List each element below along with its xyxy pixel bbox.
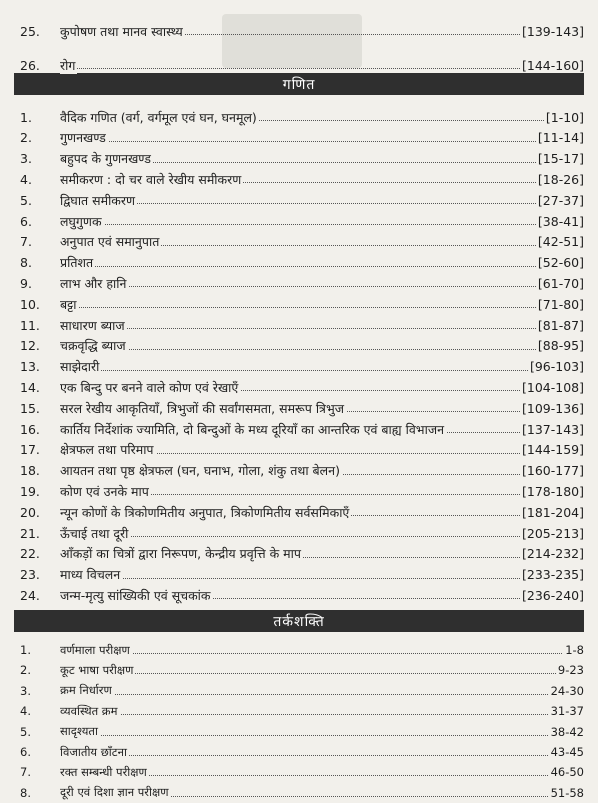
toc-row-title: वैदिक गणित (वर्ग, वर्गमूल एवं घन, घनमूल): [60, 109, 257, 125]
toc-row-pages: [139-143]: [522, 23, 584, 39]
toc-row-title: क्रम निर्धारण: [60, 683, 112, 698]
toc-row: [0, 55, 598, 75]
toc-row: [0, 336, 598, 356]
toc-row-number: 18.: [20, 463, 40, 479]
toc-row: [0, 722, 598, 742]
toc-row-title: बट्टा: [60, 296, 77, 312]
toc-row: [0, 502, 598, 522]
toc-row-title: प्रतिशत: [60, 255, 94, 271]
toc-row-pages: [1-10]: [545, 109, 584, 125]
toc-row-number: 6.: [20, 213, 32, 229]
dot-leader: [60, 578, 584, 579]
toc-row-title: सरल रेखीय आकृतियाँ, त्रिभुजों की सर्वांगसमता, समरूप त्रिभुज: [60, 400, 345, 416]
toc-row-number: 19.: [20, 483, 40, 499]
dot-leader: [60, 755, 584, 756]
toc-row-number: 7.: [20, 234, 32, 250]
toc-row: [0, 640, 598, 660]
toc-row-pages: 9-23: [557, 663, 584, 678]
toc-row: [0, 660, 598, 680]
toc-row: [0, 481, 598, 501]
toc-row-pages: [42-51]: [537, 234, 584, 250]
toc-row: [0, 149, 598, 169]
toc-row-title: समीकरण : दो चर वाले रेखीय समीकरण: [60, 171, 242, 187]
toc-row-pages: [178-180]: [522, 483, 584, 499]
toc-row-pages: [233-235]: [522, 567, 584, 583]
toc-row-pages: [71-80]: [537, 296, 584, 312]
toc-row: [0, 357, 598, 377]
toc-row-pages: [236-240]: [522, 587, 584, 603]
toc-row-title: साधारण ब्याज: [60, 317, 125, 333]
toc-row-number: 4.: [20, 171, 32, 187]
toc-row-pages: [11-14]: [537, 130, 584, 146]
toc-row-pages: 51-58: [550, 785, 584, 800]
toc-row: [0, 461, 598, 481]
dot-leader: [60, 203, 584, 204]
toc-row-number: 6.: [20, 745, 31, 759]
toc-row-number: 26.: [20, 57, 40, 73]
toc-row-number: 12.: [20, 338, 40, 354]
toc-row-title: ऊँचाई तथा दूरी: [60, 525, 129, 541]
toc-row-title: माध्य विचलन: [60, 567, 121, 583]
toc-row-pages: [205-213]: [522, 525, 584, 541]
toc-row-number: 8.: [20, 785, 31, 800]
toc-row-title: अनुपात एवं समानुपात: [60, 234, 160, 250]
toc-row-number: 21.: [20, 525, 40, 541]
toc-row-title: सादृश्यता: [60, 724, 98, 739]
toc-row-title: क्षेत्रफल तथा परिमाप: [60, 442, 154, 458]
toc-row-number: 13.: [20, 359, 40, 375]
toc-row-pages: [144-159]: [522, 442, 584, 458]
toc-row: [0, 523, 598, 543]
toc-row: [0, 128, 598, 148]
toc-row-pages: [61-70]: [537, 275, 584, 291]
toc-row-number: 16.: [20, 421, 40, 437]
toc-row-number: 17.: [20, 442, 40, 458]
toc-row-number: 22.: [20, 546, 40, 562]
toc-row-number: 2.: [20, 663, 31, 678]
dot-leader: [60, 536, 584, 537]
toc-row-number: 15.: [20, 400, 40, 416]
toc-row-pages: [52-60]: [537, 255, 584, 271]
toc-row-title: साझेदारी: [60, 359, 100, 375]
toc-row-pages: [181-204]: [522, 504, 584, 520]
toc-row: [0, 377, 598, 397]
toc-row-pages: 38-42: [550, 724, 584, 739]
toc-row: [0, 762, 598, 782]
dot-leader: [60, 266, 584, 267]
toc-row: [0, 701, 598, 721]
toc-row: [0, 253, 598, 273]
toc-row-title: गुणनखण्ड: [60, 130, 106, 146]
toc-row-number: 14.: [20, 379, 40, 395]
toc-row-title: कुपोषण तथा मानव स्वास्थ्य: [60, 23, 183, 39]
toc-row: [0, 585, 598, 605]
toc-row-number: 3.: [20, 151, 32, 167]
toc-row: [0, 565, 598, 585]
toc-row: [0, 273, 598, 293]
toc-row-number: 1.: [20, 643, 31, 657]
toc-row-title: जन्म-मृत्यु सांख्यिकी एवं सूचकांक: [60, 587, 211, 603]
toc-row-title: चक्रवृद्धि ब्याज: [60, 338, 126, 354]
toc-row-title: रक्त सम्बन्धी परीक्षण: [60, 764, 147, 779]
toc-row-title: द्विघात समीकरण: [60, 192, 136, 208]
toc-row-pages: 31-37: [550, 704, 584, 719]
toc-row-title: दूरी एवं दिशा ज्ञान परीक्षण: [60, 785, 169, 800]
toc-row-number: 3.: [20, 683, 31, 698]
dot-leader: [60, 370, 584, 371]
toc-row-pages: [160-177]: [522, 463, 584, 479]
toc-row-title: आयतन तथा पृष्ठ क्षेत्रफल (घन, घनाभ, गोला, शंकु तथा बेलन): [60, 463, 340, 479]
toc-row-number: 11.: [20, 317, 40, 333]
toc-row-title: वर्णमाला परीक्षण: [60, 642, 130, 657]
toc-row-number: 7.: [20, 765, 31, 780]
toc-row-title: व्यवस्थित क्रम: [60, 703, 118, 718]
toc-row: [0, 190, 598, 210]
toc-row-pages: [18-26]: [537, 171, 584, 187]
toc-row-number: 25.: [20, 23, 40, 39]
toc-row-pages: [27-37]: [537, 192, 584, 208]
toc-row: [0, 211, 598, 231]
section-heading-math: गणित: [14, 73, 584, 95]
toc-row: [0, 398, 598, 418]
toc-row: [0, 681, 598, 701]
toc-row-number: 5.: [20, 724, 31, 739]
toc-row-title: लाभ और हानि: [60, 275, 127, 291]
toc-row: [0, 419, 598, 439]
toc-row-number: 23.: [20, 567, 40, 583]
toc-row-pages: 43-45: [550, 745, 584, 759]
dot-leader: [60, 286, 584, 287]
dot-leader: [60, 349, 584, 350]
toc-row-pages: [38-41]: [537, 213, 584, 229]
toc-row-pages: [144-160]: [522, 57, 584, 73]
toc-row-pages: [96-103]: [529, 359, 584, 375]
toc-row-number: 24.: [20, 587, 40, 603]
toc-row-number: 8.: [20, 255, 32, 271]
toc-row: [0, 232, 598, 252]
dot-leader: [60, 694, 584, 695]
toc-row-title: कोण एवं उनके माप: [60, 483, 149, 499]
toc-row-title: कूट भाषा परीक्षण: [60, 662, 134, 677]
toc-row-number: 9.: [20, 275, 32, 291]
dot-leader: [60, 307, 584, 308]
toc-row-pages: [137-143]: [522, 421, 584, 437]
toc-row-pages: [214-232]: [522, 546, 584, 562]
toc-row-title: लघुगुणक: [60, 213, 102, 229]
toc-row: [0, 169, 598, 189]
toc-row: [0, 544, 598, 564]
toc-row-number: 1.: [20, 109, 32, 125]
toc-row-pages: [15-17]: [537, 151, 584, 167]
toc-row-title: विजातीय छाँटना: [60, 744, 127, 759]
dot-leader: [60, 673, 584, 674]
toc-row-title: एक बिन्दु पर बनने वाले कोण एवं रेखाएँ: [60, 379, 239, 395]
toc-row-pages: 1-8: [565, 643, 584, 657]
toc-row-title: आँकड़ों का चित्रों द्वारा निरूपण, केन्द्रीय प्रवृत्ति के माप: [60, 546, 301, 562]
toc-row: [0, 107, 598, 127]
toc-row-title: न्यून कोणों के त्रिकोणमितीय अनुपात, त्रिकोणमितीय सर्वसमिकाएँ: [60, 504, 350, 520]
toc-row-number: 2.: [20, 130, 32, 146]
toc-row: [0, 742, 598, 762]
dot-leader: [60, 653, 584, 654]
toc-row: [0, 294, 598, 314]
toc-row-title: रोग: [60, 57, 76, 73]
toc-row-title: बहुपद के गुणनखण्ड: [60, 151, 151, 167]
dot-leader: [60, 68, 584, 69]
dot-leader: [60, 714, 584, 715]
toc-row-number: 5.: [20, 192, 32, 208]
dot-leader: [60, 141, 584, 142]
toc-row-number: 4.: [20, 704, 31, 719]
toc-row-pages: [109-136]: [522, 400, 584, 416]
toc-row-pages: 24-30: [550, 683, 584, 698]
toc-row-title: कार्तिय निर्देशांक ज्यामिति, दो बिन्दुओं के मध्य दूरियाँ का आन्तरिक एवं बाह्य विभाजन: [60, 421, 445, 437]
toc-row: [0, 315, 598, 335]
toc-row-number: 20.: [20, 504, 40, 520]
dot-leader: [60, 328, 584, 329]
toc-row-pages: [81-87]: [537, 317, 584, 333]
toc-row-pages: [104-108]: [522, 379, 584, 395]
toc-row-pages: [88-95]: [537, 338, 584, 354]
section-heading-reasoning: तर्कशक्ति: [14, 610, 584, 632]
toc-row: [0, 440, 598, 460]
toc-row: [0, 21, 598, 41]
toc-row-pages: 46-50: [550, 765, 584, 780]
toc-row-number: 10.: [20, 296, 40, 312]
dot-leader: [60, 224, 584, 225]
dot-leader: [60, 735, 584, 736]
